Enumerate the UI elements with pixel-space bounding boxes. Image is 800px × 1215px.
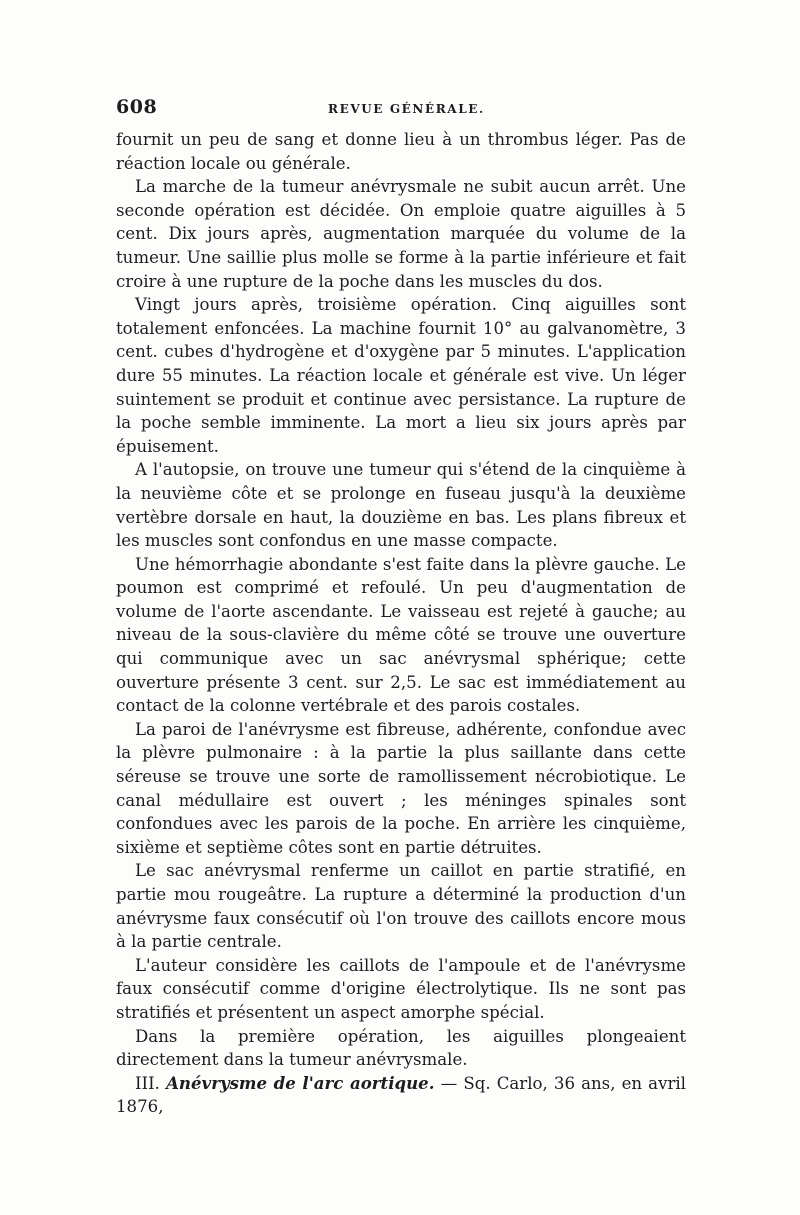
- page-header: [116, 96, 686, 120]
- section-title: Anévrysme de l'arc aortique.: [166, 1072, 435, 1093]
- paragraph: L'auteur considère les caillots de l'ampoule et de l'anévrysme faux consécutif comme d'origine électrolytique. Ils ne sont pas stratifiés et présentent un aspect amorphe spécial.: [116, 955, 686, 1022]
- section-paragraph: [116, 1072, 686, 1119]
- paragraph: La marche de la tumeur anévrysmale ne subit aucun arrêt. Une seconde opération est décidée. On emploie quatre aiguilles à 5 cent. Dix jours après, augmentation marquée du volume de la tumeur. Une saillie plus molle se forme à la partie inférieure et fait croire à une rupture de la poche dans les muscles du dos.: [116, 177, 686, 291]
- body-text: [116, 128, 686, 1119]
- running-head: REVUE GÉNÉRALE.: [328, 102, 485, 116]
- paragraph: A l'autopsie, on trouve une tumeur qui s'étend de la cinquième à la neuvième côte et se prolonge en fuseau jusqu'à la deuxième vertèbre dorsale en haut, la douzième en bas. Les plans fibreux et les muscles sont confondus en une masse compacte.: [116, 460, 686, 551]
- paragraph: Dans la première opération, les aiguilles plongeaient directement dans la tumeur anévrysmale.: [116, 1026, 686, 1070]
- paragraph: Une hémorrhagie abondante s'est faite dans la plèvre gauche. Le poumon est comprimé et refoulé. Un peu d'augmentation de volume de l'aorte ascendante. Le vaisseau est rejeté à gauche; au niveau de la sous-clavière du même côté se trouve une ouverture qui communique avec un sac anévrysmal sphérique; cette ouverture présente 3 cent. sur 2,5. Le sac est immédiatement au contact de la colonne vertébrale et des parois costales.: [116, 554, 686, 716]
- paragraph: Vingt jours après, troisième opération. Cinq aiguilles sont totalement enfoncées. La machine fournit 10° au galvanomètre, 3 cent. cubes d'hydrogène et d'oxygène par 5 minutes. L'application dure 55 minutes. La réaction locale et générale est vive. Un léger suintement se produit et continue avec persistance. La rupture de la poche semble imminente. La mort a lieu six jours après par épuisement.: [116, 295, 686, 456]
- page-number: 608: [116, 96, 158, 118]
- paragraph: Le sac anévrysmal renferme un caillot en partie stratifié, en partie mou rougeâtre. La rupture a déterminé la production d'un anévrysme faux consécutif où l'on trouve des caillots encore mous à la partie centrale.: [116, 861, 686, 952]
- section-text: — Sq. Carlo, 36 ans, en avril 1876,: [116, 1073, 686, 1117]
- paragraph: fournit un peu de sang et donne lieu à un thrombus léger. Pas de réaction locale ou générale.: [116, 130, 686, 173]
- section-number: III.: [135, 1073, 160, 1093]
- paragraph: La paroi de l'anévrysme est fibreuse, adhérente, confondue avec la plèvre pulmonaire : à la partie la plus saillante dans cette séreuse se trouve une sorte de ramollissement nécrobiotique. Le canal médullaire est ouvert ; les méninges spinales sont confondues avec les parois de la poche. En arrière les cinquième, sixième et septième côtes sont en partie détruites.: [116, 719, 686, 857]
